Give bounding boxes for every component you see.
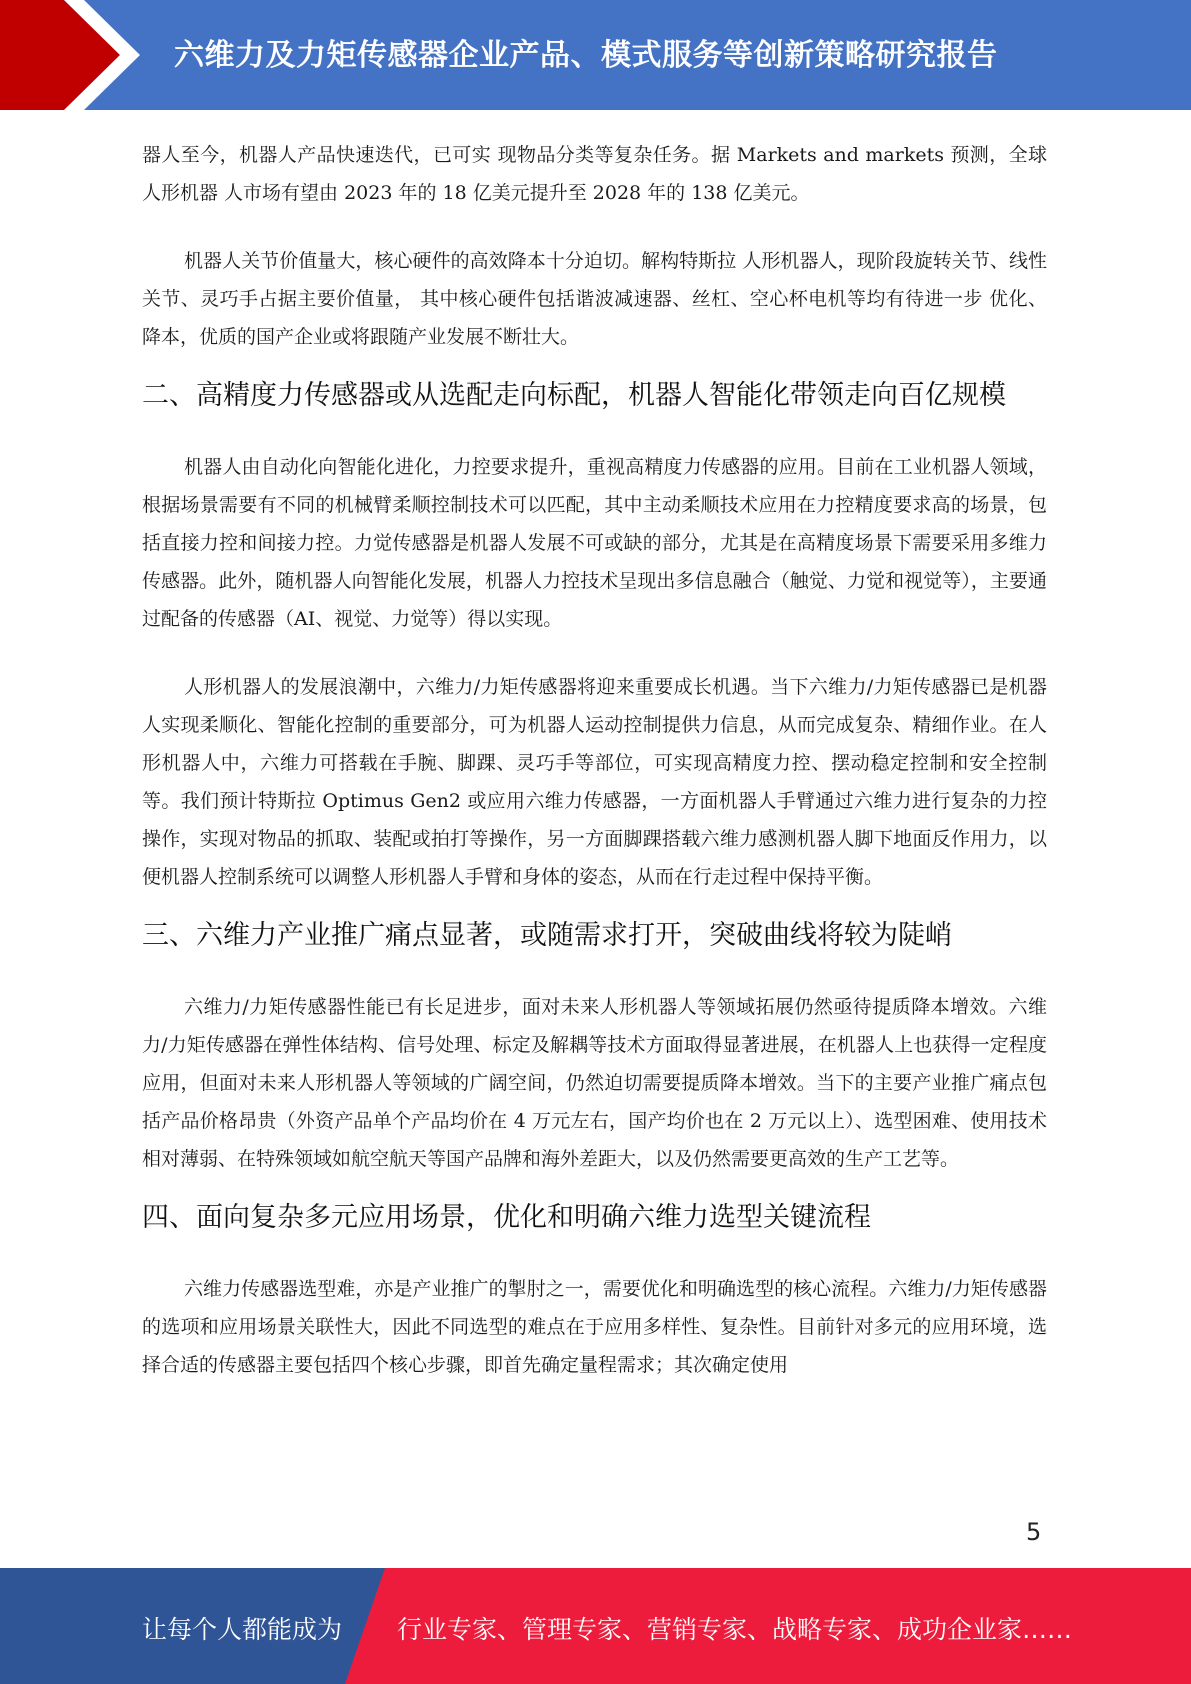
section-4-paragraph-1: 六维力传感器选型难，亦是产业推广的掣肘之一，需要优化和明确选型的核心流程。六维力/力矩传感器的选项和应用场景关联性大，因此不同选型的难点在于应用多样性、复杂性。目前针对多元的应用环境，选择合适的传感器主要包括四个核心步骤，即首先确定量程需求；其次确定使用 — [142, 1278, 1047, 1376]
page-number: 5 — [1026, 1518, 1042, 1546]
header-chevron-decoration — [0, 0, 160, 110]
section-heading-4: 四、面向复杂多元应用场景，优化和明确六维力选型关键流程 — [142, 1202, 871, 1233]
footer-slogan-right: 行业专家、管理专家、营销专家、战略专家、成功企业家…… — [397, 1615, 1073, 1644]
footer-banner — [0, 1568, 1191, 1684]
section-heading-3: 三、六维力产业推广痛点显著，或随需求打开，突破曲线将较为陡峭 — [142, 920, 952, 951]
section-2-paragraph-1: 机器人由自动化向智能化进化，力控要求提升，重视高精度力传感器的应用。目前在工业机器人领域，根据场景需要有不同的机械臂柔顺控制技术可以匹配，其中主动柔顺技术应用在力控精度要求高的场景，包括直接力控和间接力控。力觉传感器是机器人发展不可或缺的部分，尤其是在高精度场景下需要采用多维力传感器。此外，随机器人向智能化发展，机器人力控技术呈现出多信息融合（触觉、力觉和视觉等），主要通过配备的传感器（AI、视觉、力觉等）得以实现。 — [142, 456, 1047, 630]
section-heading-2: 二、高精度力传感器或从选配走向标配，机器人智能化带领走向百亿规模 — [142, 380, 1006, 411]
footer-slogan-left: 让每个人都能成为 — [142, 1615, 343, 1644]
document-body — [142, 136, 1047, 1384]
intro-paragraph-joint-value: 机器人关节价值量大，核心硬件的高效降本十分迫切。解构特斯拉 人形机器人，现阶段旋转关节、线性关节、灵巧手占据主要价值量， 其中核心硬件包括谐波减速器、丝杠、空心杯电机等均有待进一步 优化、降本，优质的国产企业或将跟随产业发展不断壮大。 — [142, 250, 1047, 348]
intro-paragraph-continuation: 器人至今，机器人产品快速迭代，已可实 现物品分类等复杂任务。据 Markets and markets 预测，全球人形机器 人市场有望由 2023 年的 18 亿美元提升至 2028 年的 138 亿美元。 — [142, 144, 1047, 204]
report-title: 六维力及力矩传感器企业产品、模式服务等创新策略研究报告 — [174, 38, 998, 73]
section-3-paragraph-1: 六维力/力矩传感器性能已有长足进步，面对未来人形机器人等领域拓展仍然亟待提质降本增效。六维力/力矩传感器在弹性体结构、信号处理、标定及解耦等技术方面取得显著进展，在机器人上也获得一定程度应用，但面对未来人形机器人等领域的广阔空间，仍然迫切需要提质降本增效。当下的主要产业推广痛点包括产品价格昂贵（外资产品单个产品均价在 4 万元左右，国产均价也在 2 万元以上）、选型困难、使用技术相对薄弱、在特殊领域如航空航天等国产品牌和海外差距大，以及仍然需要更高效的生产工艺等。 — [142, 996, 1047, 1170]
section-2-paragraph-2: 人形机器人的发展浪潮中，六维力/力矩传感器将迎来重要成长机遇。当下六维力/力矩传感器已是机器人实现柔顺化、智能化控制的重要部分，可为机器人运动控制提供力信息，从而完成复杂、精细作业。在人形机器人中，六维力可搭载在手腕、脚踝、灵巧手等部位，可实现高精度力控、摆动稳定控制和安全控制等。我们预计特斯拉 Optimus Gen2 或应用六维力传感器，一方面机器人手臂通过六维力进行复杂的力控操作，实现对物品的抓取、装配或拍打等操作，另一方面脚踝搭载六维力感测机器人脚下地面反作用力，以便机器人控制系统可以调整人形机器人手臂和身体的姿态，从而在行走过程中保持平衡。 — [142, 676, 1047, 888]
header-banner — [0, 0, 1191, 110]
